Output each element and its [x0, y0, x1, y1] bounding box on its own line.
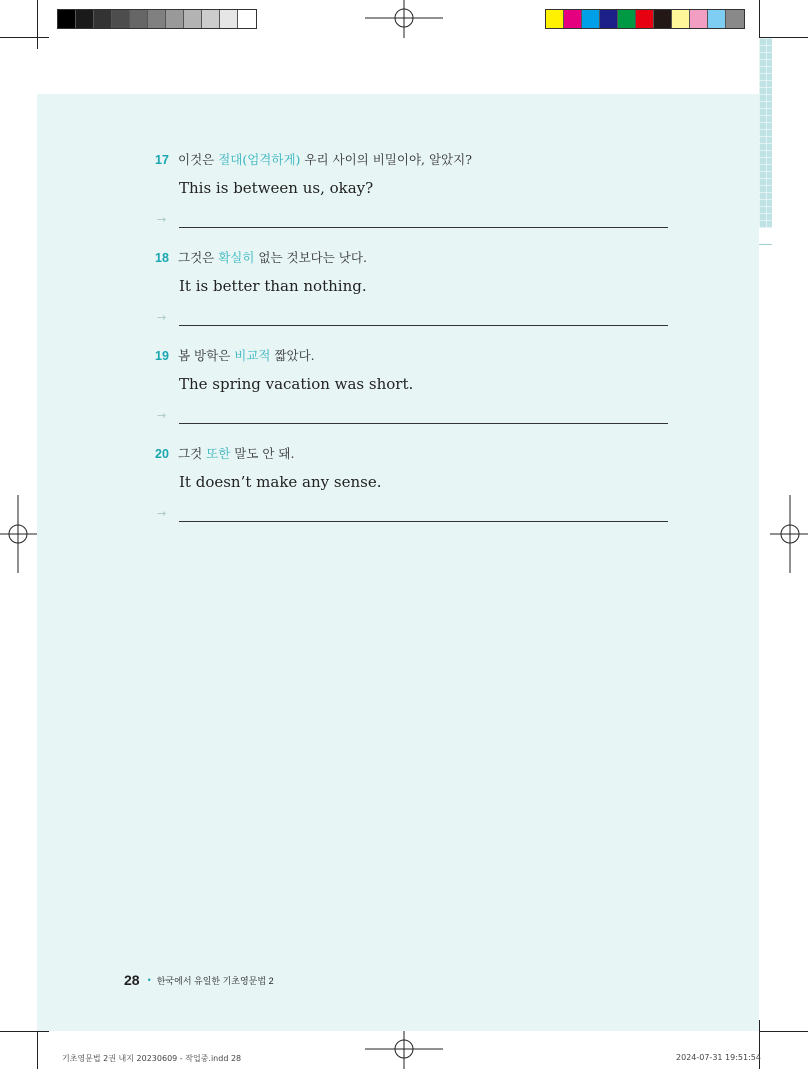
color-swatch [600, 10, 618, 28]
color-swatch [636, 10, 654, 28]
answer-line[interactable] [179, 325, 668, 326]
process-color-bar [545, 9, 745, 29]
korean-text: 말도 안 돼. [230, 446, 295, 461]
highlighted-adverb: 비교적 [234, 348, 271, 363]
color-swatch [184, 10, 202, 28]
color-swatch [58, 10, 76, 28]
color-swatch [618, 10, 636, 28]
question-number: 18 [155, 251, 169, 265]
color-swatch [690, 10, 708, 28]
color-swatch [148, 10, 166, 28]
slug-filename: 기초영문법 2권 내지 20230609 - 작업중.indd 28 [62, 1054, 242, 1063]
korean-text: 짧았다. [270, 348, 315, 363]
registration-mark-top [365, 0, 443, 38]
color-swatch [546, 10, 564, 28]
korean-text: 봄 방학은 [178, 348, 235, 363]
page-background [37, 94, 759, 1031]
korean-text: 그것 [178, 446, 207, 461]
color-swatch [220, 10, 238, 28]
book-title: 한국에서 유일한 기초영문법 2 [156, 975, 274, 986]
korean-text: 이것은 [178, 152, 219, 167]
question-number: 19 [155, 349, 169, 363]
side-divider [759, 244, 772, 245]
color-swatch [708, 10, 726, 28]
color-swatch [94, 10, 112, 28]
arrow-icon: → [157, 409, 167, 422]
color-swatch [654, 10, 672, 28]
color-swatch [76, 10, 94, 28]
color-swatch [238, 10, 256, 28]
color-swatch [166, 10, 184, 28]
korean-text: 없는 것보다는 낫다. [254, 250, 367, 265]
gray-color-bar [57, 9, 257, 29]
registration-mark-right [770, 495, 808, 573]
slug-timestamp: 2024-07-31 19:51:54 [676, 1053, 761, 1062]
color-swatch [672, 10, 690, 28]
page-number: 28 [124, 972, 140, 988]
page-footer [124, 972, 274, 988]
arrow-icon: → [157, 311, 167, 324]
english-sentence: The spring vacation was short. [179, 375, 414, 393]
color-swatch [130, 10, 148, 28]
english-sentence: This is between us, okay? [179, 179, 374, 197]
question-number: 20 [155, 447, 169, 461]
exercise-item [155, 346, 675, 429]
exercise-item [155, 444, 675, 527]
registration-mark-left [0, 495, 38, 573]
highlighted-adverb: 또한 [206, 446, 231, 461]
color-swatch [726, 10, 744, 28]
highlighted-adverb: 확실히 [218, 250, 255, 265]
highlighted-adverb: 절대(엄격하게) [218, 152, 301, 167]
answer-line[interactable] [179, 423, 668, 424]
korean-sentence [178, 150, 472, 168]
answer-line[interactable] [179, 227, 668, 228]
color-swatch [202, 10, 220, 28]
crop-mark [0, 1031, 49, 1032]
color-swatch [564, 10, 582, 28]
color-swatch [582, 10, 600, 28]
registration-mark-bottom [365, 1031, 443, 1069]
crop-mark [37, 0, 38, 49]
side-thumb-tab [759, 38, 772, 228]
color-swatch [112, 10, 130, 28]
crop-mark [759, 1031, 808, 1032]
bullet-icon: • [147, 975, 151, 985]
crop-mark [0, 37, 49, 38]
korean-text: 우리 사이의 비밀이야, 알았지? [300, 152, 472, 167]
korean-text: 그것은 [178, 250, 219, 265]
exercise-item [155, 248, 675, 331]
korean-sentence [178, 248, 367, 266]
question-number: 17 [155, 153, 169, 167]
korean-sentence [178, 444, 294, 462]
arrow-icon: → [157, 507, 167, 520]
english-sentence: It doesn’t make any sense. [179, 473, 382, 491]
arrow-icon: → [157, 213, 167, 226]
korean-sentence [178, 346, 315, 364]
english-sentence: It is better than nothing. [179, 277, 367, 295]
answer-line[interactable] [179, 521, 668, 522]
exercise-item [155, 150, 675, 233]
